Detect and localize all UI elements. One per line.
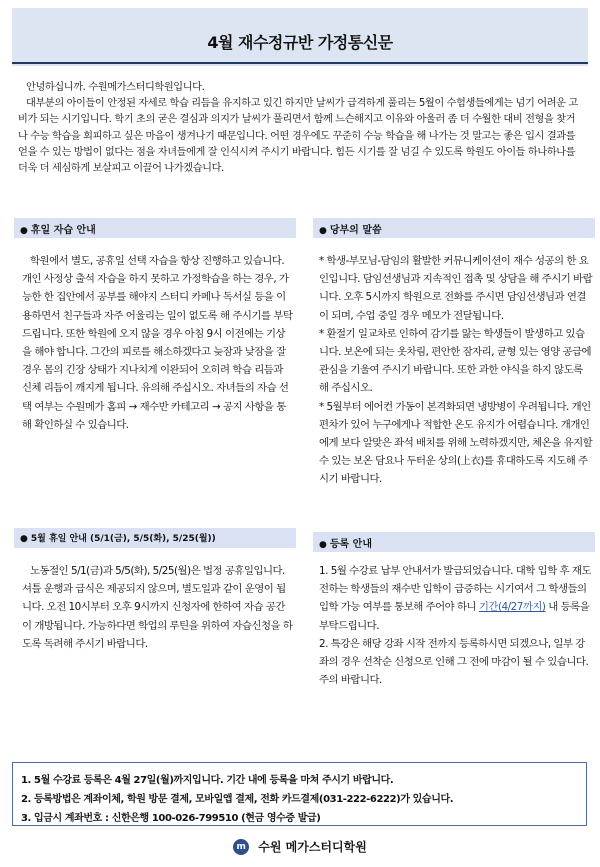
academy-logo xyxy=(0,836,600,855)
request-body xyxy=(319,252,593,489)
holiday-section xyxy=(14,528,296,668)
deadline-highlight: 기간(4/27까지) xyxy=(478,601,546,614)
logo-text: 수원 메가스터디학원 xyxy=(258,840,367,854)
title-divider xyxy=(12,62,588,64)
bullet-icon: ● xyxy=(20,226,28,236)
bullet-icon: ● xyxy=(20,534,28,544)
holiday-title: 5월 휴일 안내 (5/1(금), 5/5(화), 5/25(월)) xyxy=(30,534,216,544)
bullet-icon: ● xyxy=(319,226,327,236)
footer-line: 1. 5월 수강료 등록은 4월 27일(월)까지입니다. 기간 내에 등록을 마쳐 주시기 바랍니다. xyxy=(21,775,394,786)
registration-item: 1. 5월 수강료 납부 안내서가 발급되었습니다. 대학 입학 후 재도전하는 학생들의 재수반 입학이 급증하는 시기여서 그 학생들의 입학 가능 여부를 통보해 주어야 하니 기간(4/27까지) 내 등록을 부탁드립니다. xyxy=(319,565,591,632)
intro-greeting: 안녕하십니까. 수원메가스터디학원입니다. xyxy=(26,82,205,93)
page-title: 4월 재수정규반 가정통신문 xyxy=(207,33,393,52)
registration-body xyxy=(319,562,593,689)
request-item: * 5월부터 에어컨 가동이 본격화되면 냉방병이 우려됩니다. 개인 편차가 있어 누구에게나 적합한 온도 유지가 어렵습니다. 개개인에게 보다 알맞은 좌석 배치를 위해 노력하겠지만, 체온을 유지할 수 있는 보온 담요나 두터운 상의(上衣)를 휴대하도록 지도해 주시기 바랍니다. xyxy=(319,400,593,486)
self-study-header xyxy=(14,218,296,238)
registration-header xyxy=(313,532,595,552)
intro-section xyxy=(18,80,584,177)
request-title: 당부의 말씀 xyxy=(329,225,382,236)
footer-line: 2. 등록방법은 계좌이체, 학원 방문 결제, 모바일앱 결제, 전화 카드결제(031-222-6222)가 있습니다. xyxy=(21,794,454,805)
request-item: * 학생-부모님-담임의 활발한 커뮤니케이션이 재수 성공의 한 요인입니다. 담임선생님과 지속적인 접촉 및 상담을 해 주시기 바랍니다. 오후 5시까지 학원으로 전화를 주시면 담임선생님과 연결이 되며, 수업 중일 경우 메모가 전달됩니다. xyxy=(319,255,593,322)
self-study-section xyxy=(14,218,296,458)
request-header xyxy=(313,218,595,238)
holiday-header xyxy=(14,528,296,548)
footer-line: 3. 입금시 계좌번호 : 신한은행 100-026-799510 (현금 영수증 발급) xyxy=(21,813,321,824)
request-item: * 환절기 일교차로 인하여 감기를 앓는 학생들이 발생하고 있습니다. 보온에 되는 옷차림, 편안한 잠자리, 균형 있는 영양 공급에 관심을 기울여 주시기 바랍니다. 또한 과한 야식을 하지 않도록 해 주십시오. xyxy=(319,327,592,395)
intro-paragraph: 대부분의 아이들이 안정된 자세로 학습 리듬을 유지하고 있긴 하지만 날씨가 급격하게 풀리는 5월이 수험생들에게는 넘기 어려운 고비가 되는 시기입니다. 학기 초의 굳은 결심과 의지가 날씨가 풀리면서 함께 느슨해지고 이유와 아울러 좀 더 수월한 대비 전형을 찾거나 수능 학습을 회피하고 싶은 마음이 생겨나기 때문입니다. 어떤 경우에도 꾸준히 수능 학습을 해 나가는 것 말고는 좋은 입시 결과를 얻을 수 있는 방법이 없다는 점을 자녀들에게 잘 인식시켜 주시기 바랍니다. 힘든 시기를 잘 넘길 수 있도록 학원도 아이들 하나하나를 더욱 더 세심하게 보살피고 이끌어 나가겠습니다. xyxy=(18,98,578,175)
registration-section xyxy=(313,532,595,687)
registration-title: 등록 안내 xyxy=(329,539,372,550)
logo-icon: m xyxy=(233,839,249,855)
registration-item: 2. 특강은 해당 강좌 시작 전까지 등록하시면 되겠으나, 일부 강좌의 경우 선착순 신청으로 인해 그 전에 마감이 될 수 있습니다. 주의 바랍니다. xyxy=(319,637,589,687)
bullet-icon: ● xyxy=(319,540,327,550)
self-study-body: 학원에서 별도, 공휴일 선택 자습을 항상 진행하고 있습니다. 개인 사정상 출석 자습을 하지 못하고 가정학습을 하는 경우, 가능한 한 집안에서 공부를 해야지 스터디 카페나 독서실 등을 이용하면서 친구들과 자주 어울리는 일이 없도록 해 주시기를 부탁드립니다. 또한 학원에 오지 않을 경우 아침 9시 이전에는 기상을 해야 합니다. 그간의 피로를 해소하겠다고 늦잠과 낮잠을 잘 경우 몸의 긴장 상태가 지나치게 이완되어 오히려 학습 리듬과 신체 리듬이 깨지게 됩니다. 유의해 주십시오. 자녀들의 자습 선택 여부는 수원메가 홈피 → 재수반 카테고리 → 공지 사항을 통해 확인하실 수 있습니다. xyxy=(22,255,293,431)
request-section xyxy=(313,218,595,528)
self-study-title: 휴일 자습 안내 xyxy=(30,225,96,236)
holiday-body: 노동절인 5/1(금)과 5/5(화), 5/25(월)은 법정 공휴일입니다. 셔틀 운행과 급식은 제공되지 않으며, 별도일과 같이 운영이 됩니다. 오전 10시부터 오후 9시까지 신청자에 한하여 자습 공간이 개방됩니다. 가능하다면 학업의 루틴을 위하여 자습신청을 하도록 독려해 주시기 바랍니다. xyxy=(22,565,293,650)
footer-notice-box xyxy=(12,762,587,826)
